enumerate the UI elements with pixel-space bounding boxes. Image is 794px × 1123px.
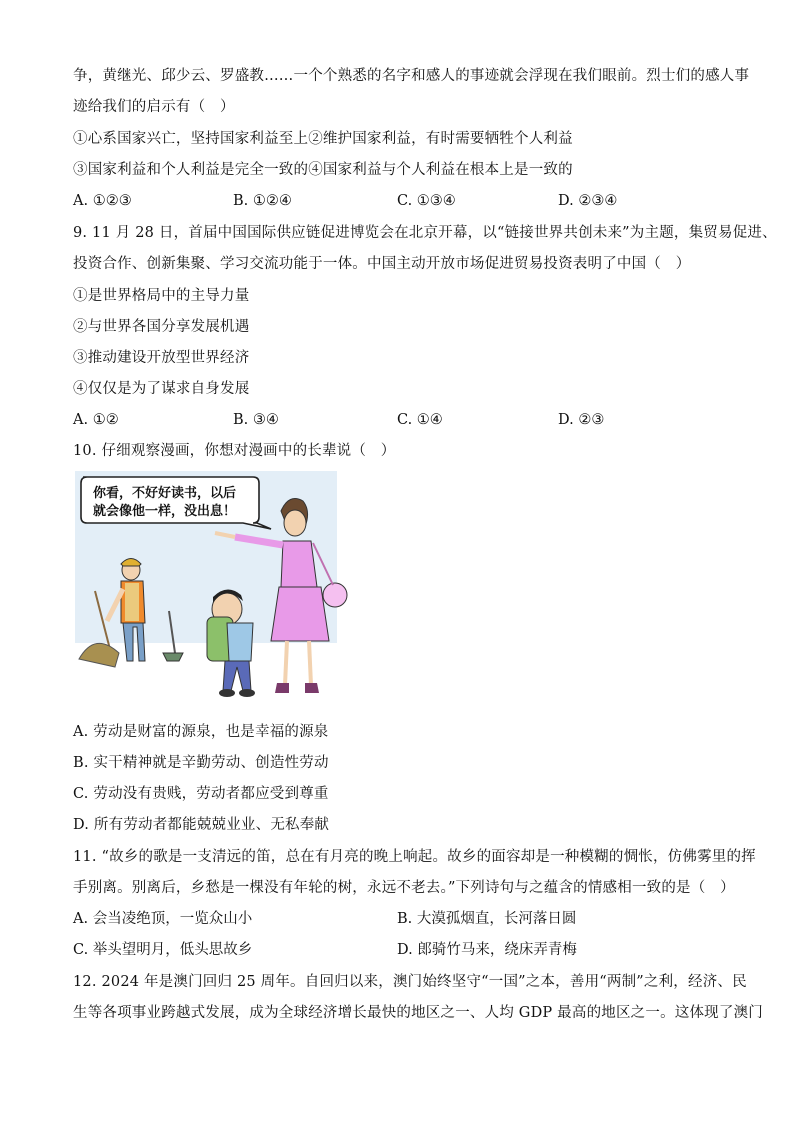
q12-stem-line1: 12. 2024 年是澳门回归 25 周年。自回归以来，澳门始终坚守“一国”之本，善用“两制”之利，经济、民 — [73, 974, 747, 990]
speech-bubble — [81, 477, 271, 529]
q9-stem-line2: 投资合作、创新集聚、学习交流功能于一体。中国主动开放市场促进贸易投资表明了中国（ ） — [73, 256, 691, 272]
q10-option-a[interactable]: A. 劳动是财富的源泉，也是幸福的源泉 — [73, 724, 329, 740]
q8-option-d[interactable]: D. ②③④ — [558, 193, 618, 209]
q11-stem-line2: 手别离。别离后，乡愁是一棵没有年轮的树，永远不老去。”下列诗句与之蕴含的情感相一致的是（ ） — [73, 880, 735, 896]
speech-text-line2: 就会像他一样，没出息！ — [93, 504, 237, 519]
q10-option-b[interactable]: B. 实干精神就是辛勤劳动、创造性劳动 — [73, 755, 329, 771]
q8-statement-3-4: ③国家利益和个人利益是完全一致的④国家利益与个人利益在根本上是一致的 — [73, 162, 573, 178]
q9-statement-4: ④仅仅是为了谋求自身发展 — [73, 381, 250, 397]
q10-option-c[interactable]: C. 劳动没有贵贱，劳动者都应受到尊重 — [73, 786, 329, 802]
q8-stem-line2: 迹给我们的启示有（ ） — [73, 99, 235, 115]
q8-statement-1-2: ①心系国家兴亡，坚持国家利益至上②维护国家利益，有时需要牺牲个人利益 — [73, 131, 573, 147]
q9-stem-line1: 9. 11 月 28 日，首届中国国际供应链促进博览会在北京开幕，以“链接世界共创未来”为主题，集贸易促进、 — [73, 225, 777, 241]
q9-option-a[interactable]: A. ①② — [73, 412, 119, 428]
q10-stem: 10. 仔细观察漫画，你想对漫画中的长辈说（ ） — [73, 443, 396, 459]
speech-text-line1: 你看，不好好读书，以后 — [93, 486, 237, 501]
q11-option-c[interactable]: C. 举头望明月，低头思故乡 — [73, 942, 253, 958]
q9-option-c[interactable]: C. ①④ — [397, 412, 443, 428]
q9-option-d[interactable]: D. ②③ — [558, 412, 605, 428]
q11-option-a[interactable]: A. 会当凌绝顶，一览众山小 — [73, 911, 253, 927]
q9-statement-2: ②与世界各国分享发展机遇 — [73, 319, 250, 335]
q10-option-d[interactable]: D. 所有劳动者都能兢兢业业、无私奉献 — [73, 817, 330, 833]
q8-option-c[interactable]: C. ①③④ — [397, 193, 456, 209]
q12-stem-line2: 生等各项事业跨越式发展，成为全球经济增长最快的地区之一、人均 GDP 最高的地区之一。这体现了澳门 — [73, 1005, 763, 1021]
cartoon-illustration — [75, 471, 357, 707]
q9-option-b[interactable]: B. ③④ — [233, 412, 279, 428]
q11-option-d[interactable]: D. 郎骑竹马来，绕床弄青梅 — [397, 942, 577, 958]
q8-stem-line1: 争，黄继光、邱少云、罗盛教……一个个熟悉的名字和感人的事迹就会浮现在我们眼前。烈士们的感人事 — [73, 68, 750, 84]
q11-option-b[interactable]: B. 大漠孤烟直，长河落日圆 — [397, 911, 577, 927]
q11-stem-line1: 11. “故乡的歌是一支清远的笛，总在有月亮的晚上响起。故乡的面容却是一种模糊的惆怅，仿佛雾里的挥 — [73, 849, 756, 865]
q9-statement-1: ①是世界格局中的主导力量 — [73, 288, 250, 304]
q8-option-b[interactable]: B. ①②④ — [233, 193, 292, 209]
q8-option-a[interactable]: A. ①②③ — [73, 193, 132, 209]
q9-statement-3: ③推动建设开放型世界经济 — [73, 350, 250, 366]
